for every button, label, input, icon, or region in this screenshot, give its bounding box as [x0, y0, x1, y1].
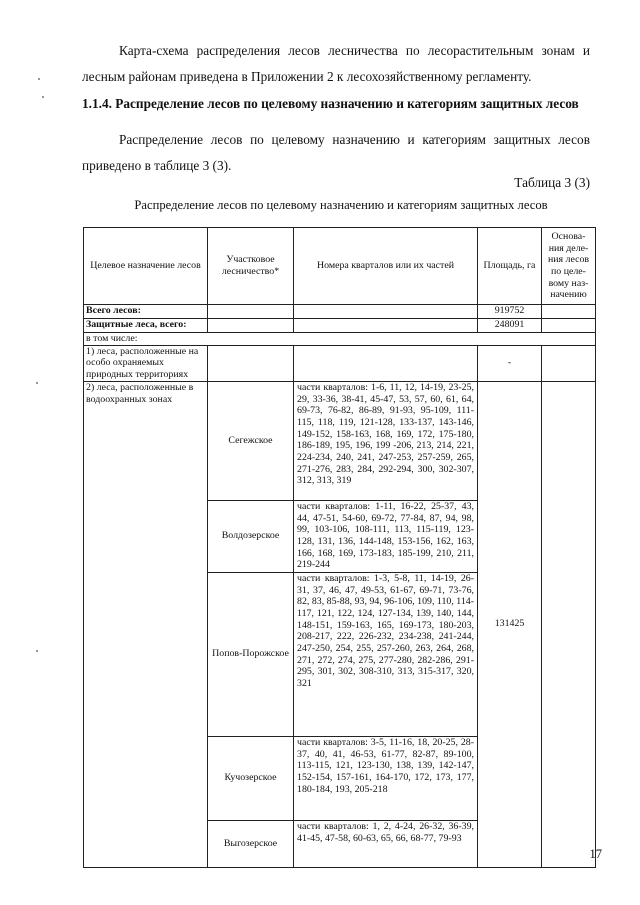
protective-label: Защитные леса, всего:	[84, 319, 208, 333]
header-purpose: Целевое назначение лесов	[84, 228, 208, 305]
header-district: Участковое лесничество*	[208, 228, 294, 305]
district-name: Кучозерское	[208, 736, 294, 820]
intro-paragraph: Карта-схема распределения лесов лесничества по лесорастительным зонам и лесным районам приведена в Приложении 2 к лесохозяйственному регламенту.	[82, 43, 590, 84]
table-row-protective	[84, 319, 596, 333]
row2-label: 2) леса, расположенные в водоохранных зонах	[84, 381, 208, 867]
district-name: Сегежское	[208, 381, 294, 500]
table-caption: Распределение лесов по целевому назначению и категориям защитных лесов	[134, 198, 548, 212]
row1-label: 1) леса, расположенные на особо охраняемых природных территориях	[84, 345, 208, 381]
row1-area: -	[478, 345, 542, 381]
page-number: 17	[589, 847, 602, 861]
district-quarters: части кварталов: 3-5, 11-16, 18, 20-25, 28-37, 40, 41, 46-53, 61-77, 82-87, 89-100, 113-115, 121, 123-130, 138, 139, 142-147, 152-154, 157-161, 164-170, 172, 173, 177, 180-184, 193, 205-218	[294, 736, 478, 820]
district-quarters: части кварталов: 1-11, 16-22, 25-37, 43, 44, 47-51, 54-60, 69-72, 77-84, 87, 94, 98, 99, 103-106, 108-111, 113, 115-119, 123-128, 131, 136, 144-148, 153-156, 162, 163, 166, 168, 169, 173-183, 185-199, 210, 211, 219-244	[294, 500, 478, 572]
district-name: Попов-Порожское	[208, 572, 294, 736]
forest-distribution-table	[83, 227, 596, 868]
header-quarters: Номера кварталов или их частей	[294, 228, 478, 305]
table-reference-paragraph: Распределение лесов по целевому назначению и категориям защитных лесов приведено в таблице 3 (3).	[82, 132, 590, 173]
district-quarters: части кварталов: 1-6, 11, 12, 14-19, 23-25, 29, 33-36, 38-41, 45-47, 53, 57, 60, 61, 64, 69-73, 76-82, 86-89, 91-93, 95-109, 111-115, 118, 119, 121-128, 133-137, 143-146, 149-152, 158-163, 168, 169, 172, 175-180, 186-189, 195, 196, 199 -206, 213, 214, 221, 224-234, 240, 241, 247-253, 257-259, 265, 271-276, 283, 284, 292-294, 300, 302-307, 312, 313, 319	[294, 381, 478, 500]
table-header-row	[84, 228, 596, 305]
total-label: Всего лесов:	[84, 305, 208, 319]
including-label: в том числе:	[84, 333, 596, 346]
table-row-including	[84, 333, 596, 346]
district-name: Волдозерское	[208, 500, 294, 572]
table-number: Таблица 3 (3)	[514, 175, 590, 190]
district-name: Выгозерское	[208, 820, 294, 867]
section-heading: 1.1.4. Распределение лесов по целевому назначению и категориям защитных лесов	[82, 96, 579, 111]
total-area: 919752	[478, 305, 542, 319]
table-row-total	[84, 305, 596, 319]
header-area: Площадь, га	[478, 228, 542, 305]
row2-area: 131425	[478, 381, 542, 867]
table-row-water-zone	[84, 381, 596, 500]
district-quarters: части кварталов: 1, 2, 4-24, 26-32, 36-39, 41-45, 47-58, 60-63, 65, 66, 68-77, 79-93	[294, 820, 478, 867]
protective-area: 248091	[478, 319, 542, 333]
table-row-protected-areas	[84, 345, 596, 381]
header-basis: Основа-ния деле-ния лесов по целе-вому наз-начению	[542, 228, 596, 305]
district-quarters: части кварталов: 1-3, 5-8, 11, 14-19, 26- 31, 37, 46, 47, 49-53, 61-67, 69-71, 73-76, 82, 83, 85-88, 93, 94, 96-106, 109, 110, 114-117, 121, 122, 124, 127-134, 139, 140, 144, 148-151, 159-163, 165, 169-173, 180-203, 208-217, 222, 226-232, 234-238, 241-244, 247-250, 254, 255, 257-260, 263, 264, 268, 271, 272, 274, 275, 277-280, 282-286, 291-295, 301, 302, 308-310, 313, 315-317, 320, 321	[294, 572, 478, 736]
